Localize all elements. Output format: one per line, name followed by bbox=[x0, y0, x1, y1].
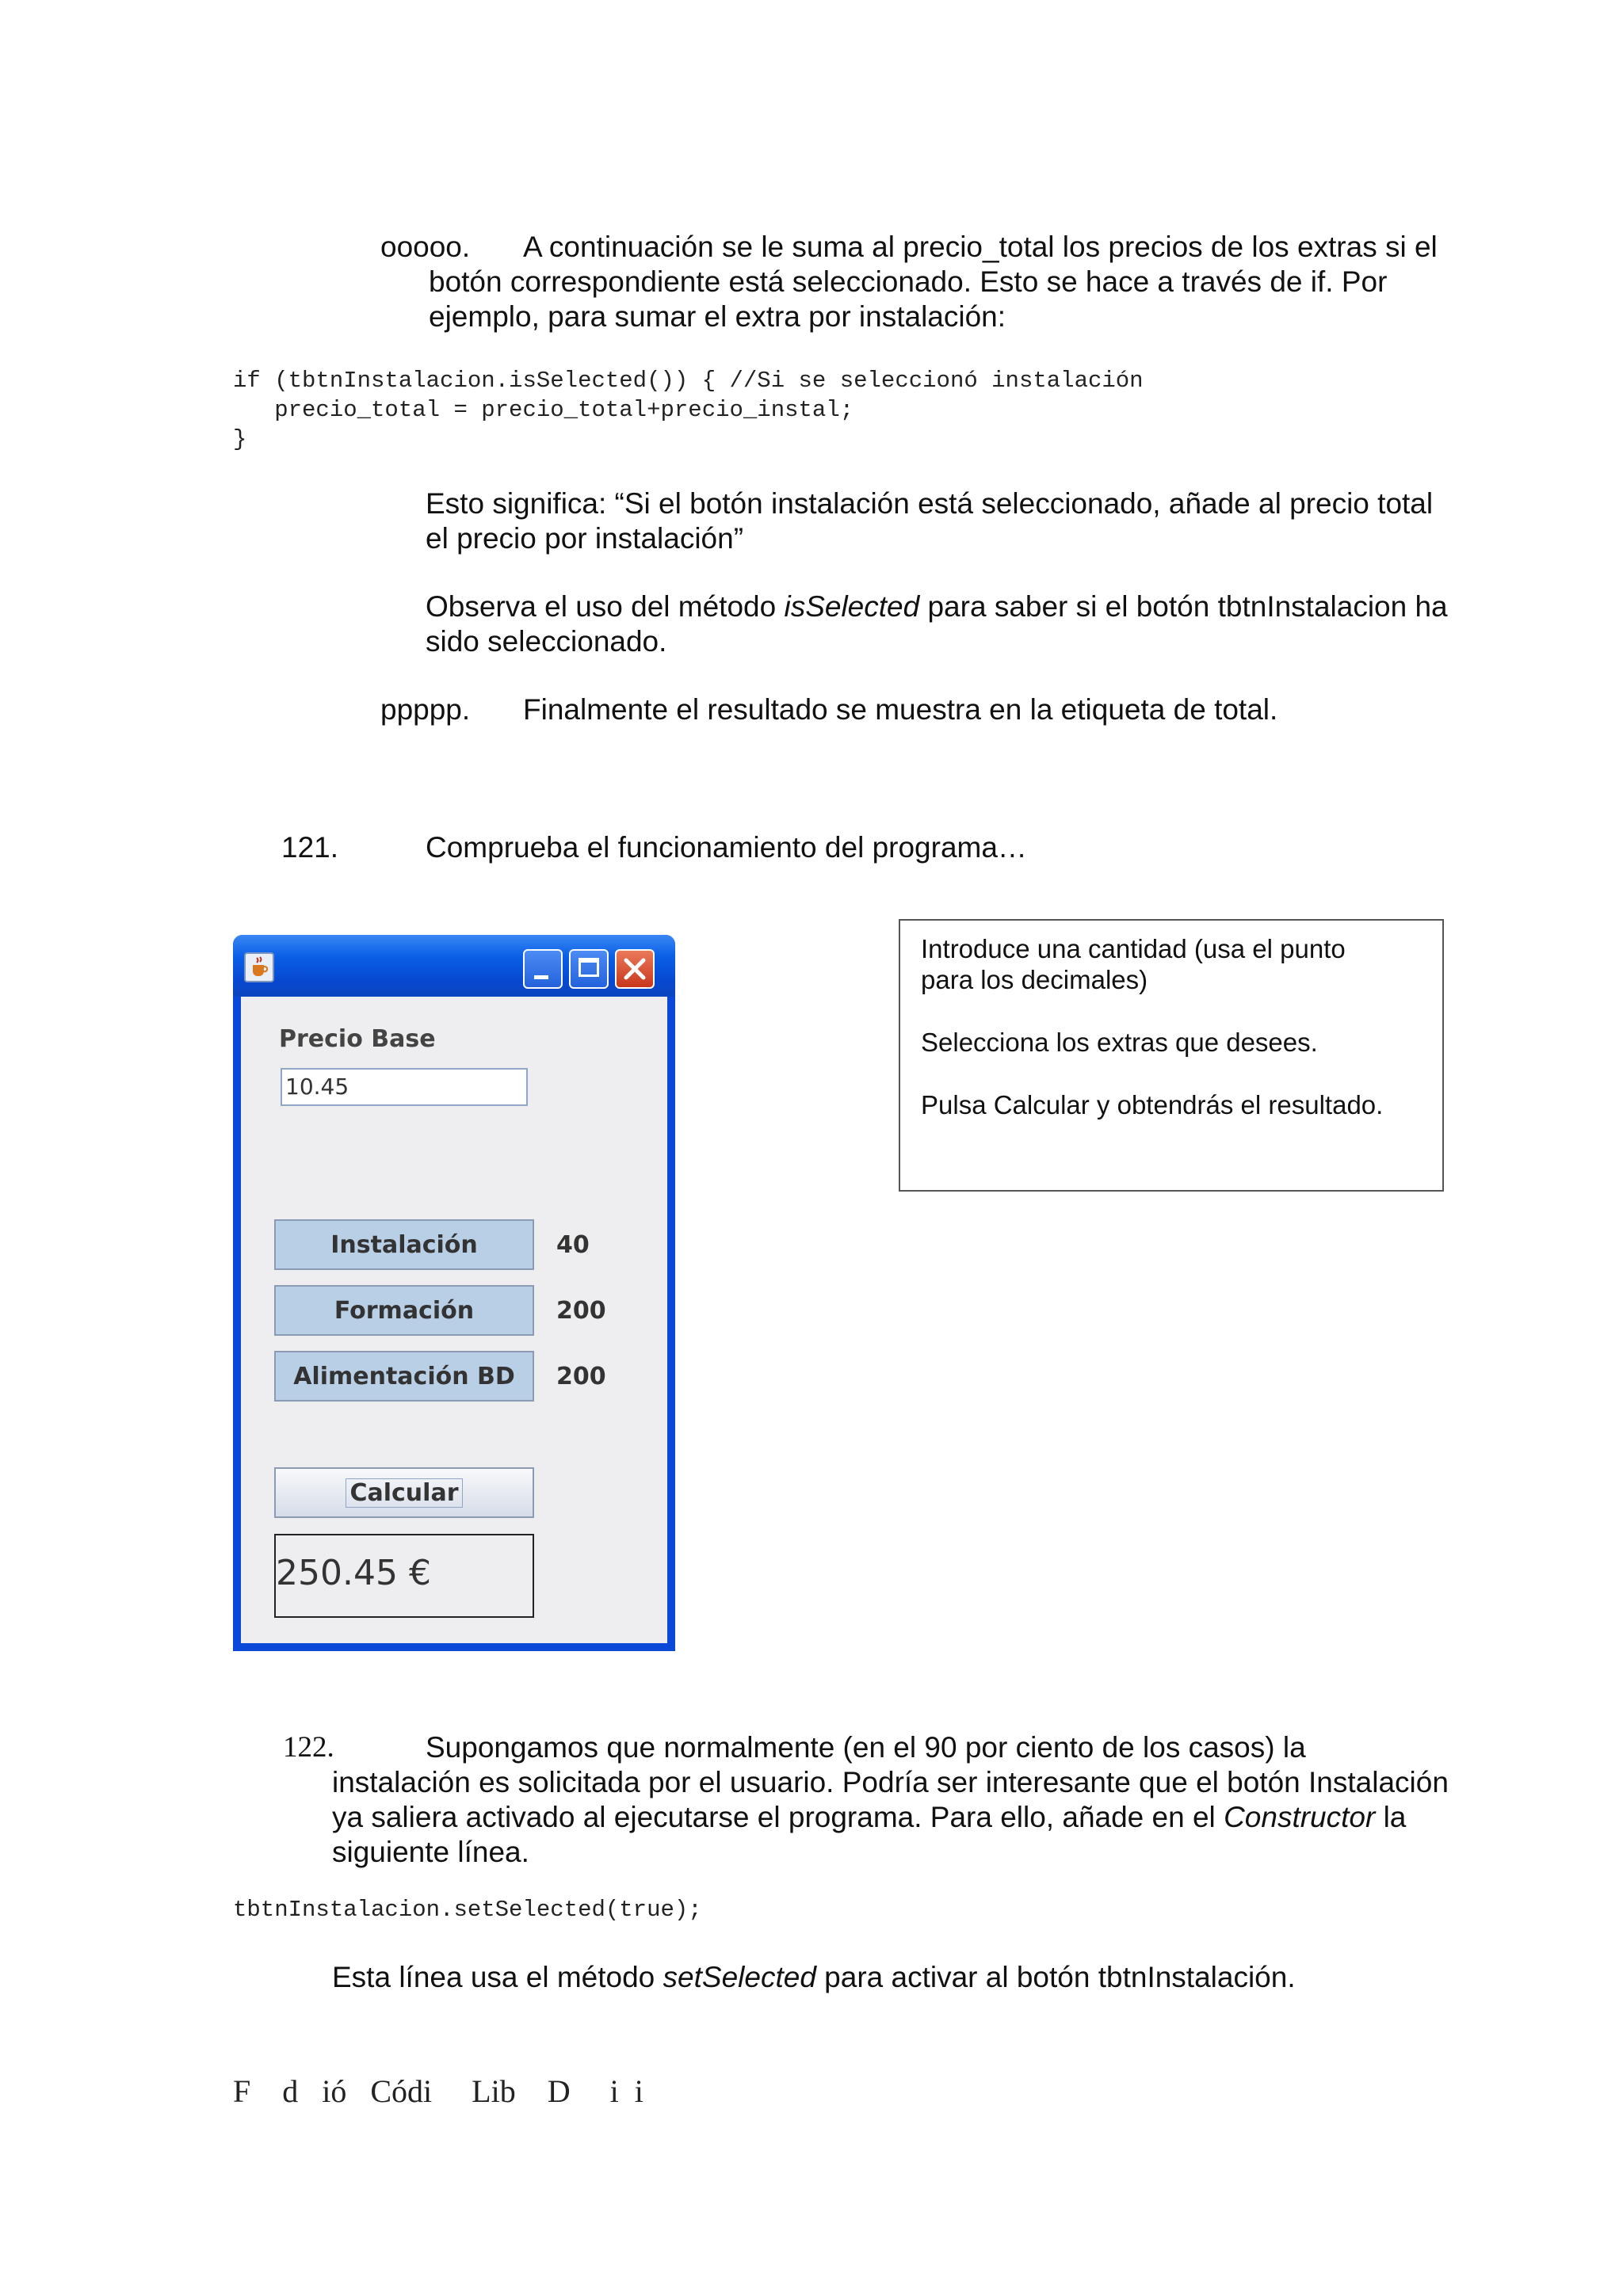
instructions-line1: Introduce una cantidad (usa el punto bbox=[921, 934, 1346, 963]
step-ooooo-line1: A continuación se le suma al precio_total los precios de los extras si el bbox=[523, 231, 1438, 263]
step-ooooo-line3: ejemplo, para sumar el extra por instalación: bbox=[429, 300, 1006, 333]
item-122-line3 bbox=[332, 1800, 1406, 1835]
code-line-2: precio_total = precio_total+precio_instal; bbox=[233, 397, 854, 423]
instructions-line2: para los decimales) bbox=[921, 965, 1148, 994]
item-122-line1: Supongamos que normalmente (en el 90 por ciento de los casos) la bbox=[426, 1731, 1306, 1764]
item-121-text: Comprueba el funcionamiento del programa… bbox=[426, 831, 1027, 864]
price-base-label: Precio Base bbox=[279, 1025, 436, 1053]
code-line-1: if (tbtnInstalacion.isSelected()) { //Si se seleccionó instalación bbox=[233, 368, 1144, 394]
code-set-selected: tbtnInstalacion.setSelected(true); bbox=[233, 1897, 702, 1923]
set-selected-note-post: para activar al botón tbtnInstalación. bbox=[815, 1961, 1296, 1993]
set-selected-note-pre: Esta línea usa el método bbox=[332, 1961, 663, 1993]
window-content bbox=[241, 997, 667, 1643]
calcular-label: Calcular bbox=[346, 1478, 462, 1508]
method-name-setselected: setSelected bbox=[663, 1961, 816, 1993]
instructions-line4: Pulsa Calcular y obtendrás el resultado. bbox=[921, 1090, 1384, 1119]
item-122-number: 122. bbox=[283, 1731, 334, 1764]
method-name-issselected: isSelected bbox=[784, 590, 920, 623]
item-122-line3-post: la bbox=[1375, 1801, 1407, 1833]
constructor-term: Constructor bbox=[1224, 1801, 1376, 1833]
method-note-pre: Observa el uso del método bbox=[426, 590, 785, 623]
explanation-line1: Esto significa: “Si el botón instalación está seleccionado, añade al precio total bbox=[426, 487, 1434, 520]
instructions-line3: Selecciona los extras que desees. bbox=[921, 1028, 1318, 1057]
method-note-line2: sido seleccionado. bbox=[426, 625, 667, 658]
minimize-icon[interactable] bbox=[523, 949, 563, 989]
price-formacion: 200 bbox=[556, 1297, 606, 1325]
step-marker-ppppp: ppppp. bbox=[380, 693, 471, 726]
step-ppppp-text: Finalmente el resultado se muestra en la etiqueta de total. bbox=[523, 693, 1278, 726]
app-window bbox=[233, 935, 675, 1651]
code-line-3: } bbox=[233, 426, 247, 452]
item-121-number: 121. bbox=[281, 831, 339, 864]
toggle-alimentacion-bd[interactable]: Alimentación BD bbox=[274, 1351, 534, 1402]
calcular-button[interactable] bbox=[274, 1467, 534, 1518]
set-selected-note bbox=[332, 1960, 1296, 1995]
method-note-post: para saber si el botón tbtnInstalacion ha bbox=[919, 590, 1448, 623]
item-122-line3-pre: ya saliera activado al ejecutarse el programa. Para ello, añade en el bbox=[332, 1801, 1224, 1833]
item-122-line4: siguiente línea. bbox=[332, 1836, 529, 1868]
maximize-icon[interactable] bbox=[569, 949, 609, 989]
price-instalacion: 40 bbox=[556, 1231, 590, 1259]
toggle-instalacion[interactable]: Instalación bbox=[274, 1219, 534, 1270]
method-note-line1 bbox=[426, 589, 1448, 624]
toggle-formacion[interactable]: Formación bbox=[274, 1285, 534, 1336]
price-alimentacion-bd: 200 bbox=[556, 1363, 606, 1390]
step-ooooo-line2: botón correspondiente está seleccionado. Esto se hace a través de if. Por bbox=[429, 265, 1388, 298]
explanation-line2: el precio por instalación” bbox=[426, 522, 744, 555]
step-marker-ooooo: ooooo. bbox=[380, 231, 471, 263]
close-icon[interactable] bbox=[615, 949, 655, 989]
total-label: 250.45 € bbox=[274, 1534, 534, 1618]
price-base-input[interactable]: 10.45 bbox=[281, 1068, 528, 1106]
instructions-box bbox=[899, 919, 1444, 1192]
page-footer: F d ió Códi Lib D i i bbox=[233, 2073, 643, 2109]
item-122-line2: instalación es solicitada por el usuario. Podría ser interesante que el botón Instalación bbox=[332, 1766, 1449, 1798]
window-titlebar[interactable] bbox=[233, 935, 675, 997]
java-cup-icon bbox=[244, 952, 274, 982]
